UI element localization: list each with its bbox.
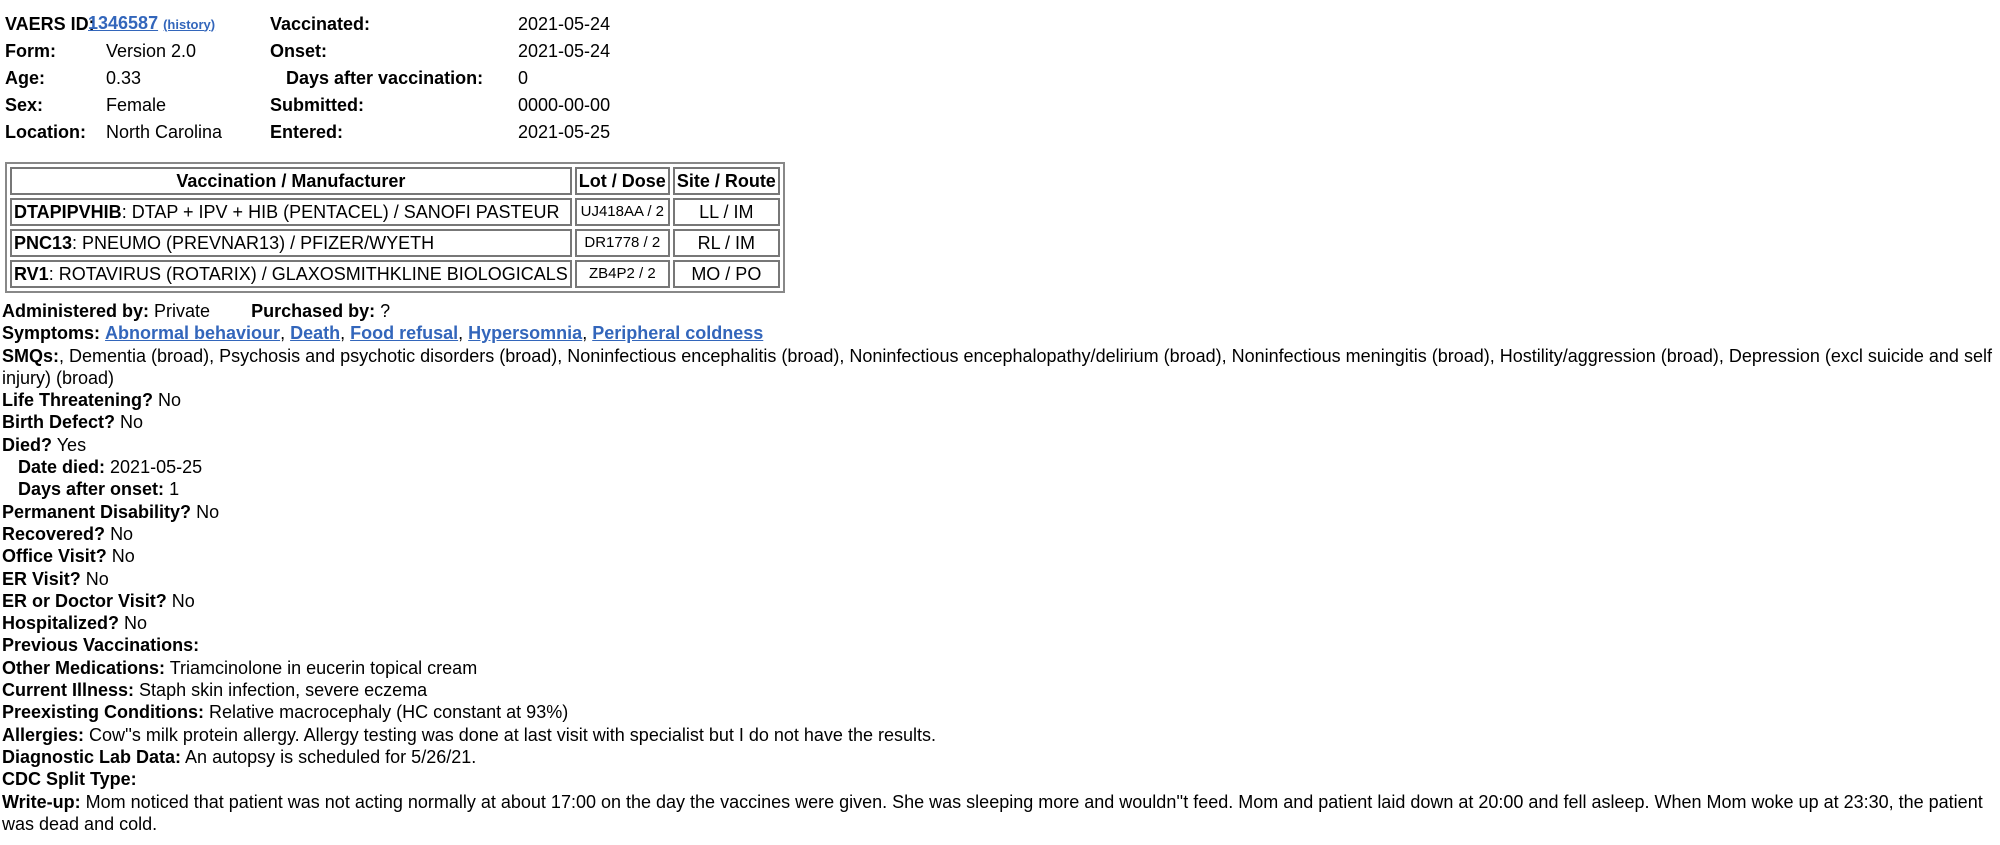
preexisting-conditions-value: Relative macrocephaly (HC constant at 93%)	[209, 702, 569, 723]
vaccine-cell	[10, 260, 572, 288]
smqs-line	[2, 345, 1998, 390]
entered-label: Entered:	[270, 121, 344, 142]
er-doctor-visit-line	[2, 590, 1998, 612]
symptoms-label: Symptoms:	[2, 323, 101, 344]
submitted-value: 0000-00-00	[518, 94, 611, 115]
life-threatening-label: Life Threatening?	[2, 390, 154, 411]
vaccine-description: : ROTAVIRUS (ROTARIX) / GLAXOSMITHKLINE BIOLOGICALS	[48, 264, 568, 284]
allergies-value: Cow''s milk protein allergy. Allergy testing was done at last visit with specialist but I do not have the results.	[89, 724, 936, 745]
column-header-site-route: Site / Route	[673, 167, 780, 195]
allergies-line	[2, 724, 1998, 746]
birth-defect-label: Birth Defect?	[2, 412, 116, 433]
permanent-disability-value: No	[196, 501, 220, 522]
recovered-line	[2, 523, 1998, 545]
onset-value: 2021-05-24	[518, 40, 611, 61]
days-after-onset-line	[2, 478, 1998, 500]
previous-vaccinations-label: Previous Vaccinations:	[2, 635, 200, 656]
diagnostic-lab-line	[2, 746, 1998, 768]
date-died-label: Date died:	[18, 457, 106, 478]
symptom-separator: ,	[340, 323, 351, 344]
vaers-id-label: VAERS ID:	[5, 13, 95, 34]
vaccine-code: DTAPIPVHIB	[14, 202, 122, 222]
permanent-disability-label: Permanent Disability?	[2, 501, 192, 522]
preexisting-conditions-label: Preexisting Conditions:	[2, 702, 205, 723]
died-label: Died?	[2, 434, 53, 455]
er-visit-label: ER Visit?	[2, 568, 81, 589]
current-illness-label: Current Illness:	[2, 680, 135, 701]
days-after-onset-label: Days after onset:	[18, 479, 165, 500]
other-medications-label: Other Medications:	[2, 657, 166, 678]
onset-label: Onset:	[270, 40, 328, 61]
site-route-cell: RL / IM	[673, 229, 780, 257]
write-up-line	[2, 791, 1998, 836]
date-died-line	[2, 456, 1998, 478]
location-value: North Carolina	[106, 121, 223, 142]
vaccine-code: PNC13	[14, 233, 73, 253]
site-route-cell: MO / PO	[673, 260, 780, 288]
er-doctor-visit-label: ER or Doctor Visit?	[2, 590, 167, 611]
table-row	[10, 198, 780, 226]
sex-value: Female	[106, 94, 167, 115]
other-medications-value: Triamcinolone in eucerin topical cream	[169, 657, 478, 678]
symptom-link[interactable]: Hypersomnia	[468, 323, 583, 344]
hospitalized-line	[2, 612, 1998, 634]
current-illness-line	[2, 679, 1998, 701]
report-header	[5, 10, 610, 145]
symptom-link[interactable]: Food refusal	[350, 323, 459, 344]
diagnostic-lab-label: Diagnostic Lab Data:	[2, 746, 182, 767]
lot-dose-cell: DR1778 / 2	[575, 229, 670, 257]
submitted-label: Submitted:	[270, 94, 364, 115]
diagnostic-lab-value: An autopsy is scheduled for 5/26/21.	[185, 746, 477, 767]
days-after-vaccination-label: Days after vaccination:	[286, 67, 484, 88]
date-died-value: 2021-05-25	[110, 457, 203, 478]
symptom-separator: ,	[582, 323, 593, 344]
administered-by-value: Private	[154, 301, 211, 321]
office-visit-value: No	[111, 546, 135, 567]
site-route-cell: LL / IM	[673, 198, 780, 226]
smqs-label: SMQs:	[2, 345, 60, 366]
table-row	[10, 260, 780, 288]
symptom-separator: ,	[280, 323, 291, 344]
administered-purchased-line	[2, 300, 1998, 322]
table-row	[10, 229, 780, 257]
report-details	[2, 300, 1998, 835]
permanent-disability-line	[2, 501, 1998, 523]
cdc-split-type-line	[2, 768, 1998, 790]
sex-label: Sex:	[5, 94, 44, 115]
age-value: 0.33	[106, 67, 142, 88]
died-line	[2, 434, 1998, 456]
vaers-id-link[interactable]: 1346587	[88, 12, 159, 33]
vaccine-description: : PNEUMO (PREVNAR13) / PFIZER/WYETH	[72, 233, 435, 253]
current-illness-value: Staph skin infection, severe eczema	[139, 680, 428, 701]
life-threatening-line	[2, 389, 1998, 411]
write-up-value: Mom noticed that patient was not acting normally at about 17:00 on the day the vaccines were given. She was sleeping more and wouldn''t feed. Mom and patient laid down at 20:00 and fell asleep. When Mom woke up at 23:30, the patient was dead and cold.	[2, 791, 1983, 834]
entered-value: 2021-05-25	[518, 121, 611, 142]
form-label: Form:	[5, 40, 56, 61]
preexisting-conditions-line	[2, 701, 1998, 723]
location-label: Location:	[5, 121, 86, 142]
write-up-label: Write-up:	[2, 791, 81, 812]
symptoms-line	[2, 322, 1998, 344]
vaccine-description: : DTAP + IPV + HIB (PENTACEL) / SANOFI PASTEUR	[121, 202, 560, 222]
hospitalized-value: No	[124, 613, 148, 634]
symptom-link[interactable]: Peripheral coldness	[592, 323, 764, 344]
days-after-vaccination-value: 0	[518, 67, 529, 88]
symptom-link[interactable]: Death	[290, 323, 341, 344]
symptom-separator: ,	[458, 323, 469, 344]
hospitalized-label: Hospitalized?	[2, 613, 120, 634]
birth-defect-line	[2, 411, 1998, 433]
er-visit-value: No	[85, 568, 109, 589]
vaccine-table-header-row	[10, 167, 780, 195]
smqs-value: , Dementia (broad), Psychosis and psychotic disorders (broad), Noninfectious encephalitis (broad), Noninfectious encephalopathy/delirium (broad), Noninfectious meningitis (broad), Hostility/aggression (broad), Depression (excl suicide and self injury) (broad)	[2, 345, 1992, 388]
vaccine-cell	[10, 229, 572, 257]
er-doctor-visit-value: No	[171, 590, 195, 611]
allergies-label: Allergies:	[2, 724, 85, 745]
history-link[interactable]: (history)	[163, 16, 216, 32]
purchased-by-value: ?	[380, 301, 391, 321]
days-after-onset-value: 1	[169, 479, 180, 500]
administered-by-label: Administered by:	[2, 301, 150, 321]
life-threatening-value: No	[158, 390, 182, 411]
vaccinated-label: Vaccinated:	[270, 13, 371, 34]
symptom-link[interactable]: Abnormal behaviour	[105, 323, 281, 344]
lot-dose-cell: ZB4P2 / 2	[575, 260, 670, 288]
birth-defect-value: No	[120, 412, 144, 433]
vaccinated-value: 2021-05-24	[518, 13, 611, 34]
died-value: Yes	[56, 434, 87, 455]
other-medications-line	[2, 657, 1998, 679]
vaccine-cell	[10, 198, 572, 226]
column-header-lot-dose: Lot / Dose	[575, 167, 670, 195]
age-label: Age:	[5, 67, 45, 88]
purchased-by-label: Purchased by:	[251, 301, 376, 321]
recovered-value: No	[110, 523, 134, 544]
form-value: Version 2.0	[106, 40, 197, 61]
office-visit-line	[2, 545, 1998, 567]
er-visit-line	[2, 568, 1998, 590]
column-header-vaccination: Vaccination / Manufacturer	[10, 167, 572, 195]
previous-vaccinations-line	[2, 634, 1998, 656]
lot-dose-cell: UJ418AA / 2	[575, 198, 670, 226]
vaccine-code: RV1	[14, 264, 49, 284]
vaccine-table	[5, 162, 785, 293]
cdc-split-type-label: CDC Split Type:	[2, 769, 137, 790]
office-visit-label: Office Visit?	[2, 546, 107, 567]
recovered-label: Recovered?	[2, 523, 106, 544]
